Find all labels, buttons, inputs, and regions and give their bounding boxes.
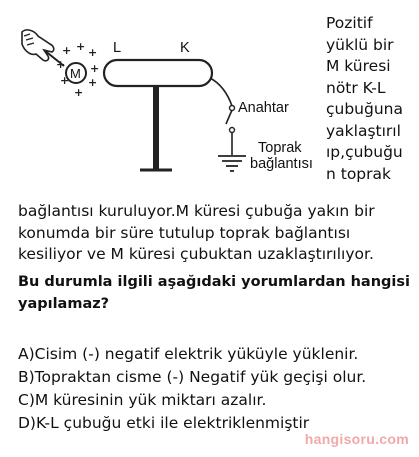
svg-text:+: + xyxy=(90,62,100,75)
svg-text:+: + xyxy=(60,74,70,87)
option-b[interactable]: B)Topraktan cisme (-) Negatif yük geçişi olur. xyxy=(18,368,367,386)
rod-kl xyxy=(104,60,212,86)
ground-label-2: bağlantısı xyxy=(250,156,313,172)
option-c[interactable]: C)M küresinin yük miktarı azalır. xyxy=(18,391,267,409)
body-paragraph xyxy=(18,201,413,266)
svg-text:+: + xyxy=(56,58,66,71)
side-line: Pozitif xyxy=(326,14,373,32)
ground-wire xyxy=(210,78,232,106)
question-line: yapılamaz? xyxy=(18,296,110,312)
side-paragraph xyxy=(326,13,418,185)
svg-text:+: + xyxy=(88,46,98,59)
switch-contact-bottom xyxy=(230,128,235,133)
switch-blade xyxy=(226,110,232,124)
question-line: Bu durumla ilgili aşağıdaki yorumlardan hangisi xyxy=(18,274,410,290)
body-line: kesiliyor ve M küresi çubuktan uzaklaştırılıyor. xyxy=(18,245,374,263)
label-l: L xyxy=(113,40,122,56)
switch-label: Anahtar xyxy=(238,100,289,116)
side-line: çubuğuna xyxy=(326,100,403,118)
side-line: yüklü bir xyxy=(326,35,394,54)
side-line: M küresi xyxy=(326,57,391,75)
svg-text:+: + xyxy=(88,76,98,89)
side-line: n toprak xyxy=(326,164,391,183)
watermark: hangisoru.com xyxy=(304,431,409,447)
svg-text:+: + xyxy=(76,40,86,53)
ground-icon xyxy=(218,156,246,171)
option-d[interactable]: D)K-L çubuğu etki ile elektriklenmiştir xyxy=(18,414,310,432)
svg-text:+: + xyxy=(62,44,72,57)
electrostatic-figure xyxy=(0,0,320,200)
side-line: yaklaştırıl xyxy=(326,121,401,140)
sphere-label: M xyxy=(70,66,81,81)
ground-label-1: Toprak xyxy=(258,140,302,156)
option-a[interactable]: A)Cisim (-) negatif elektrik yüküyle yüklenir. xyxy=(18,345,359,363)
body-line: konumda bir süre tutulup toprak bağlantısı xyxy=(18,223,351,242)
answer-options xyxy=(18,343,413,435)
svg-text:+: + xyxy=(74,86,84,99)
side-line: nötr K-L xyxy=(326,78,386,97)
question-text xyxy=(18,271,413,315)
side-line: ıp,çubuğu xyxy=(326,143,403,161)
label-k: K xyxy=(180,40,190,56)
switch-contact-top xyxy=(230,106,235,111)
body-line: bağlantısı kuruluyor.M küresi çubuğa yakın bir xyxy=(18,202,375,220)
